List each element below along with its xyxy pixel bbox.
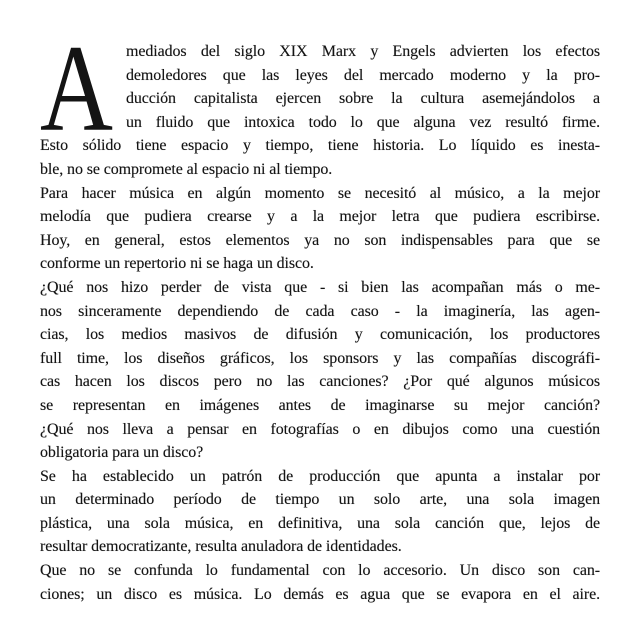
text-line: ciones; un disco es música. Lo demás es agua que se evapora en el aire.: [40, 585, 600, 603]
text-line: nos sinceramente dependiendo de cada caso - la imaginería, las agen-: [40, 302, 600, 320]
text-line: Hoy, en general, estos elementos ya no son indispensables para que se: [40, 231, 600, 249]
text-line: obligatoria para un disco?: [40, 444, 204, 462]
text-line: plástica, una sola música, en definitiva, una sola canción que, lejos de: [40, 514, 600, 532]
text-line: melodía que pudiera crearse y a la mejor letra que pudiera escribirse.: [40, 208, 600, 226]
text-line: demoledores que las leyes del mercado moderno y la pro-: [126, 66, 600, 84]
text-line: ducción capitalista ejercen sobre la cultura asemejándolos a: [126, 90, 600, 108]
text-line: ¿Qué nos lleva a pensar en fotografías o en dibujos como una cuestión: [40, 420, 600, 438]
text-line: se representan en imágenes antes de imaginarse su mejor canción?: [40, 396, 600, 414]
text-line: Para hacer música en algún momento se necesitó al músico, a la mejor: [40, 184, 600, 202]
drop-cap-letter: A: [40, 20, 113, 157]
text-line: Se ha establecido un patrón de producción que apunta a instalar por: [40, 467, 600, 485]
text-line: un fluido que intoxica todo lo que alguna vez resultó firme.: [126, 113, 600, 131]
text-line: conforme un repertorio ni se haga un disco.: [40, 255, 314, 273]
text-line: ¿Qué nos hizo perder de vista que - si bien las acompañan más o me-: [40, 278, 600, 296]
text-line: resultar democratizante, resulta anuladora de identidades.: [40, 538, 402, 556]
text-line: mediados del siglo XIX Marx y Engels advierten los efectos: [126, 43, 600, 60]
text-line: ble, no se compromete al espacio ni al tiempo.: [40, 160, 333, 178]
text-line: full time, los diseños gráficos, los sponsors y las compañías discográfi-: [40, 349, 600, 367]
text-line: cas hacen los discos pero no las canciones? ¿Por qué algunos músicos: [40, 373, 600, 391]
text-line: Que no se confunda lo fundamental con lo accesorio. Un disco son can-: [40, 562, 600, 580]
text-line: cias, los medios masivos de difusión y comunicación, los productores: [40, 326, 600, 344]
text-line: un determinado período de tiempo un solo arte, una sola imagen: [40, 491, 600, 509]
drop-cap: [40, 20, 114, 157]
text-line: Esto sólido tiene espacio y tiempo, tiene historia. Lo líquido es inesta-: [40, 137, 600, 155]
body-text: [40, 20, 600, 606]
